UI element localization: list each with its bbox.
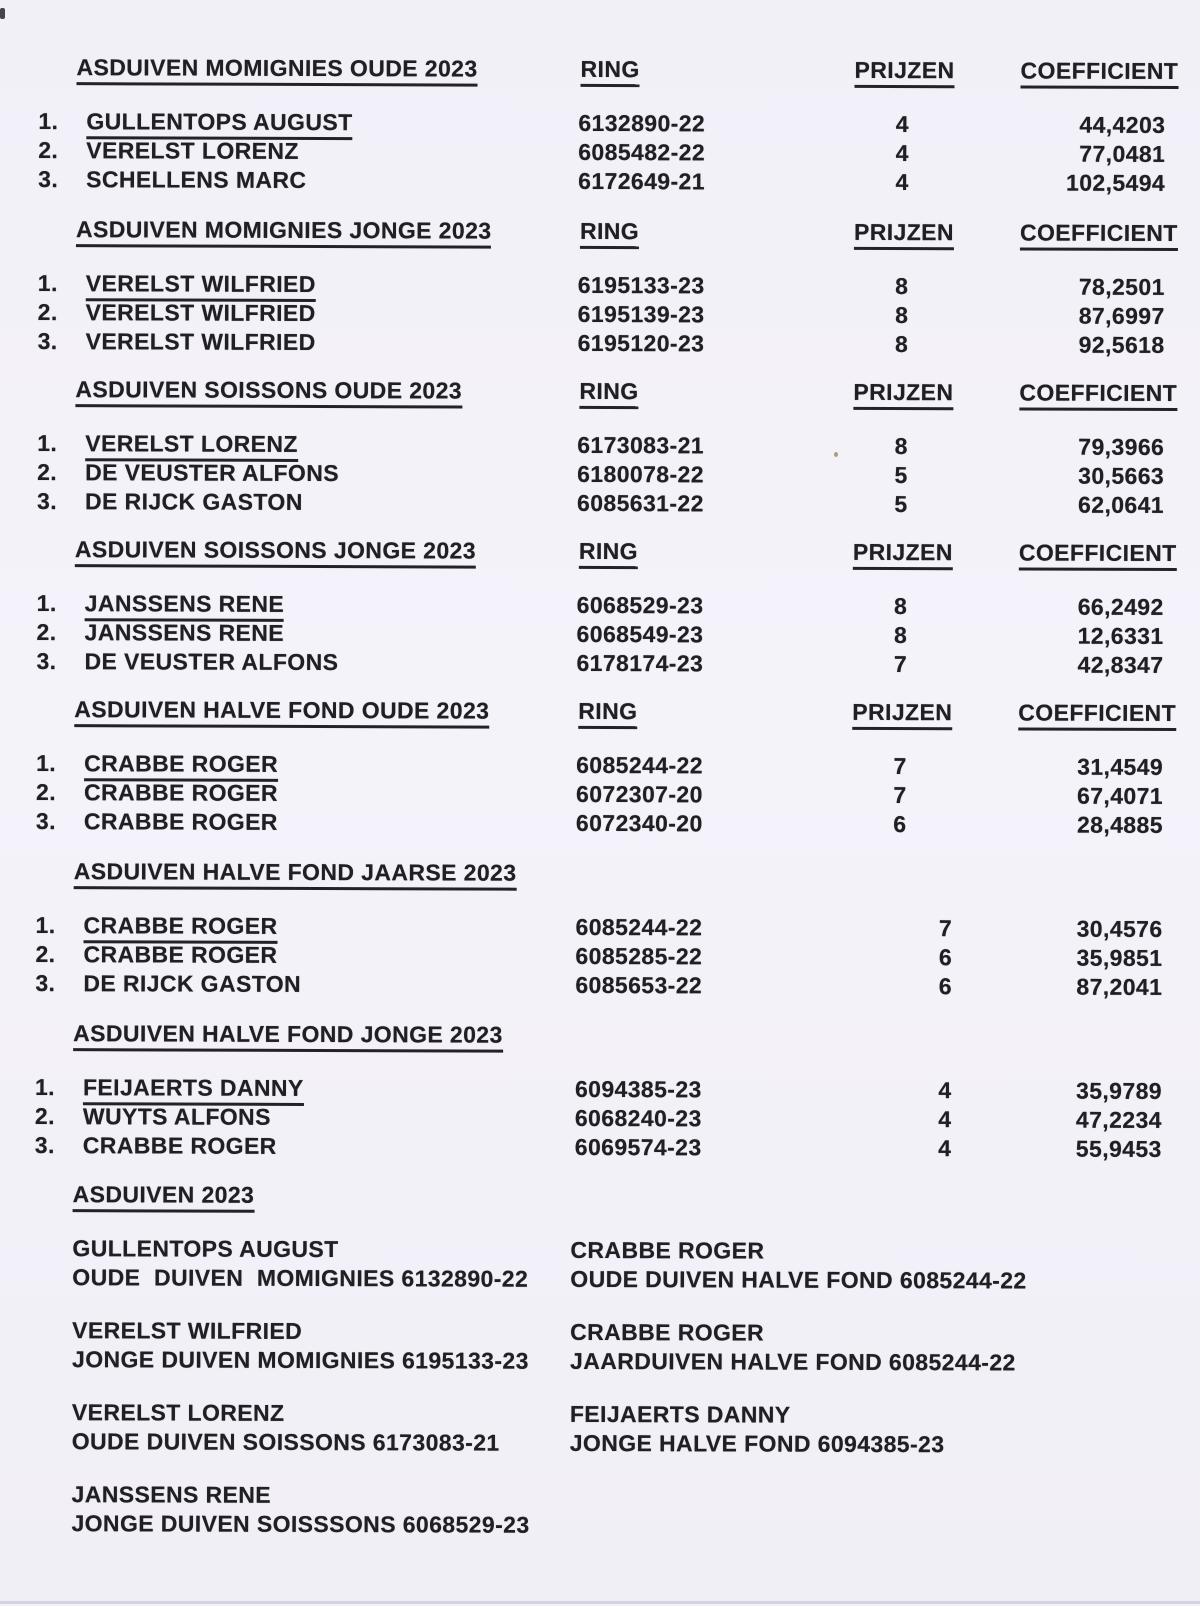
row-rank: 3. (38, 166, 59, 193)
row-ring: 6072340-20 (575, 809, 703, 837)
row-ring: 6085631-22 (576, 489, 704, 517)
row-ring: 6173083-21 (577, 431, 705, 459)
row-prijzen: 7 (893, 651, 908, 678)
row-prijzen: 8 (895, 273, 909, 300)
row-coefficient: 35,9851 (1076, 944, 1163, 971)
row-coefficient: 12,6331 (1077, 622, 1164, 649)
section-title: ASDUIVEN SOISSONS JONGE 2023 (75, 536, 476, 568)
row-coefficient: 87,2041 (1076, 973, 1163, 1000)
row-name: VERELST WILFRIED (86, 270, 316, 302)
row-ring: 6085244-22 (575, 913, 703, 941)
row-name: JANSSENS RENE (84, 619, 285, 646)
row-rank: 1. (36, 590, 57, 617)
row-prijzen: 8 (894, 593, 908, 620)
row-coefficient: 79,3966 (1078, 433, 1165, 460)
row-rank: 3. (35, 808, 56, 835)
row-ring: 6085244-22 (576, 751, 703, 779)
row-prijzen: 4 (938, 1106, 952, 1133)
row-prijzen: 8 (894, 433, 908, 460)
column-header-prijzen: PRIJZEN (854, 57, 954, 88)
column-header-coefficient: COEFFICIENT (1020, 57, 1178, 89)
champion-line: OUDE DUIVEN MOMIGNIES 6132890-22 (72, 1264, 529, 1292)
row-name: DE VEUSTER ALFONS (85, 459, 340, 487)
row-rank: 3. (34, 1132, 55, 1159)
row-ring: 6085482-22 (578, 138, 706, 166)
row-coefficient: 62,0641 (1078, 491, 1165, 518)
column-header-ring: RING (579, 378, 638, 409)
row-prijzen: 5 (894, 462, 908, 489)
row-name: CRABBE ROGER (83, 779, 278, 806)
row-name: CRABBE ROGER (83, 808, 278, 835)
column-header-ring: RING (580, 218, 639, 249)
row-prijzen: 4 (895, 169, 909, 196)
row-rank: 2. (37, 299, 58, 326)
column-header-ring: RING (578, 698, 637, 729)
row-prijzen: 4 (938, 1077, 952, 1104)
column-header-prijzen: PRIJZEN (852, 699, 952, 730)
row-coefficient: 55,9453 (1075, 1135, 1162, 1162)
row-ring: 6094385-23 (574, 1075, 702, 1103)
row-ring: 6068529-23 (576, 591, 704, 619)
row-coefficient: 44,4203 (1079, 111, 1166, 138)
champion-line: JONGE HALVE FOND 6094385-23 (569, 1429, 945, 1458)
row-rank: 1. (37, 270, 58, 297)
champion-name: CRABBE ROGER (570, 1236, 765, 1264)
scan-speck (834, 452, 838, 457)
column-header-coefficient: COEFFICIENT (1018, 699, 1176, 731)
column-header-ring: RING (580, 56, 639, 87)
row-coefficient: 28,4885 (1076, 811, 1163, 838)
row-name: CRABBE ROGER (83, 941, 278, 968)
row-name: CRABBE ROGER (84, 750, 278, 782)
row-rank: 1. (34, 1074, 56, 1101)
row-ring: 6085285-22 (575, 942, 703, 970)
row-coefficient: 77,0481 (1079, 140, 1166, 167)
row-prijzen: 8 (893, 622, 908, 649)
row-ring: 6085653-22 (575, 971, 703, 999)
section-title: ASDUIVEN HALVE FOND JAARSE 2023 (74, 858, 517, 891)
row-name: GULLENTOPS AUGUST (86, 108, 352, 140)
row-name: DE VEUSTER ALFONS (84, 648, 339, 676)
row-rank: 2. (35, 941, 56, 968)
row-rank: 2. (38, 137, 59, 164)
row-name: FEIJAERTS DANNY (83, 1074, 304, 1106)
row-coefficient: 92,5618 (1078, 331, 1165, 358)
row-prijzen: 7 (938, 915, 953, 942)
row-ring: 6195133-23 (577, 271, 705, 299)
row-rank: 2. (37, 459, 58, 486)
champion-line: JAARDUIVEN HALVE FOND 6085244-22 (570, 1347, 1016, 1376)
row-prijzen: 6 (938, 944, 953, 971)
row-name: VERELST WILFRIED (85, 299, 316, 327)
champion-name: FEIJAERTS DANNY (569, 1400, 791, 1428)
row-coefficient: 102,5494 (1065, 169, 1166, 196)
column-header-prijzen: PRIJZEN (853, 379, 953, 410)
row-coefficient: 78,2501 (1078, 273, 1165, 300)
column-header-ring: RING (579, 538, 638, 569)
column-header-coefficient: COEFFICIENT (1020, 219, 1178, 251)
section-title: ASDUIVEN HALVE FOND JONGE 2023 (73, 1020, 503, 1052)
row-name: VERELST LORENZ (85, 430, 298, 462)
section-title: ASDUIVEN SOISSONS OUDE 2023 (75, 376, 462, 408)
champion-name: CRABBE ROGER (570, 1318, 765, 1346)
row-rank: 1. (35, 912, 56, 939)
row-rank: 3. (37, 488, 58, 515)
row-coefficient: 31,4549 (1077, 753, 1164, 780)
row-name: DE RIJCK GASTON (85, 488, 303, 515)
row-ring: 6069574-23 (574, 1133, 702, 1161)
row-name: WUYTS ALFONS (82, 1103, 271, 1130)
row-ring: 6132890-22 (578, 109, 706, 137)
row-coefficient: 30,4576 (1076, 915, 1163, 942)
column-header-coefficient: COEFFICIENT (1019, 539, 1177, 571)
row-coefficient: 87,6997 (1078, 302, 1165, 329)
row-coefficient: 66,2492 (1077, 593, 1164, 620)
champion-name: VERELST WILFRIED (72, 1317, 303, 1344)
row-ring: 6072307-20 (575, 780, 703, 808)
row-prijzen: 8 (894, 331, 909, 358)
row-rank: 2. (34, 1103, 55, 1130)
row-coefficient: 30,5663 (1078, 462, 1165, 489)
row-rank: 3. (35, 970, 56, 997)
row-rank: 2. (35, 779, 57, 806)
champion-line: JONGE DUIVEN SOISSSONS 6068529-23 (71, 1510, 530, 1538)
row-coefficient: 47,2234 (1075, 1106, 1162, 1133)
scan-speck (0, 8, 5, 19)
row-ring: 6068549-23 (576, 620, 704, 648)
champions-title: ASDUIVEN 2023 (73, 1181, 255, 1213)
champion-line: OUDE DUIVEN HALVE FOND 6085244-22 (570, 1265, 1027, 1294)
section-title: ASDUIVEN HALVE FOND OUDE 2023 (74, 696, 489, 728)
row-name: JANSSENS RENE (85, 590, 285, 622)
row-prijzen: 4 (938, 1135, 952, 1162)
row-rank: 3. (37, 328, 58, 355)
row-name: SCHELLENS MARC (86, 166, 307, 193)
row-prijzen: 7 (893, 753, 907, 780)
champion-line: OUDE DUIVEN SOISSONS 6173083-21 (71, 1428, 500, 1456)
row-name: VERELST WILFRIED (85, 328, 316, 356)
column-header-prijzen: PRIJZEN (853, 539, 953, 570)
column-header-coefficient: COEFFICIENT (1019, 379, 1177, 411)
row-name: VERELST LORENZ (86, 137, 299, 164)
row-rank: 2. (36, 619, 57, 646)
row-name: DE RIJCK GASTON (83, 970, 302, 997)
row-prijzen: 6 (938, 973, 952, 1000)
row-prijzen: 4 (895, 111, 910, 138)
row-prijzen: 8 (895, 302, 909, 329)
row-prijzen: 5 (894, 491, 908, 518)
row-name: CRABBE ROGER (82, 1132, 277, 1159)
champion-line: JONGE DUIVEN MOMIGNIES 6195133-23 (72, 1346, 529, 1374)
row-rank: 1. (38, 108, 59, 135)
section-title: ASDUIVEN MOMIGNIES JONGE 2023 (76, 216, 492, 248)
row-rank: 1. (36, 750, 57, 777)
row-prijzen: 7 (893, 782, 907, 809)
row-name: CRABBE ROGER (84, 912, 278, 944)
row-coefficient: 42,8347 (1077, 651, 1164, 678)
row-coefficient: 67,4071 (1077, 782, 1164, 809)
champion-name: GULLENTOPS AUGUST (72, 1235, 339, 1263)
row-prijzen: 6 (893, 811, 907, 838)
column-header-prijzen: PRIJZEN (854, 219, 954, 250)
row-ring: 6172649-21 (578, 167, 706, 195)
row-prijzen: 4 (895, 140, 909, 167)
champion-name: VERELST LORENZ (71, 1399, 285, 1426)
row-ring: 6178174-23 (576, 649, 704, 677)
row-rank: 1. (37, 430, 58, 457)
section-title: ASDUIVEN MOMIGNIES OUDE 2023 (76, 54, 477, 86)
row-coefficient: 35,9789 (1075, 1077, 1163, 1104)
row-ring: 6195139-23 (577, 300, 705, 328)
row-ring: 6195120-23 (577, 329, 705, 357)
row-ring: 6180078-22 (577, 460, 704, 488)
row-ring: 6068240-23 (574, 1104, 702, 1132)
row-rank: 3. (36, 648, 57, 675)
champion-name: JANSSENS RENE (71, 1481, 272, 1508)
